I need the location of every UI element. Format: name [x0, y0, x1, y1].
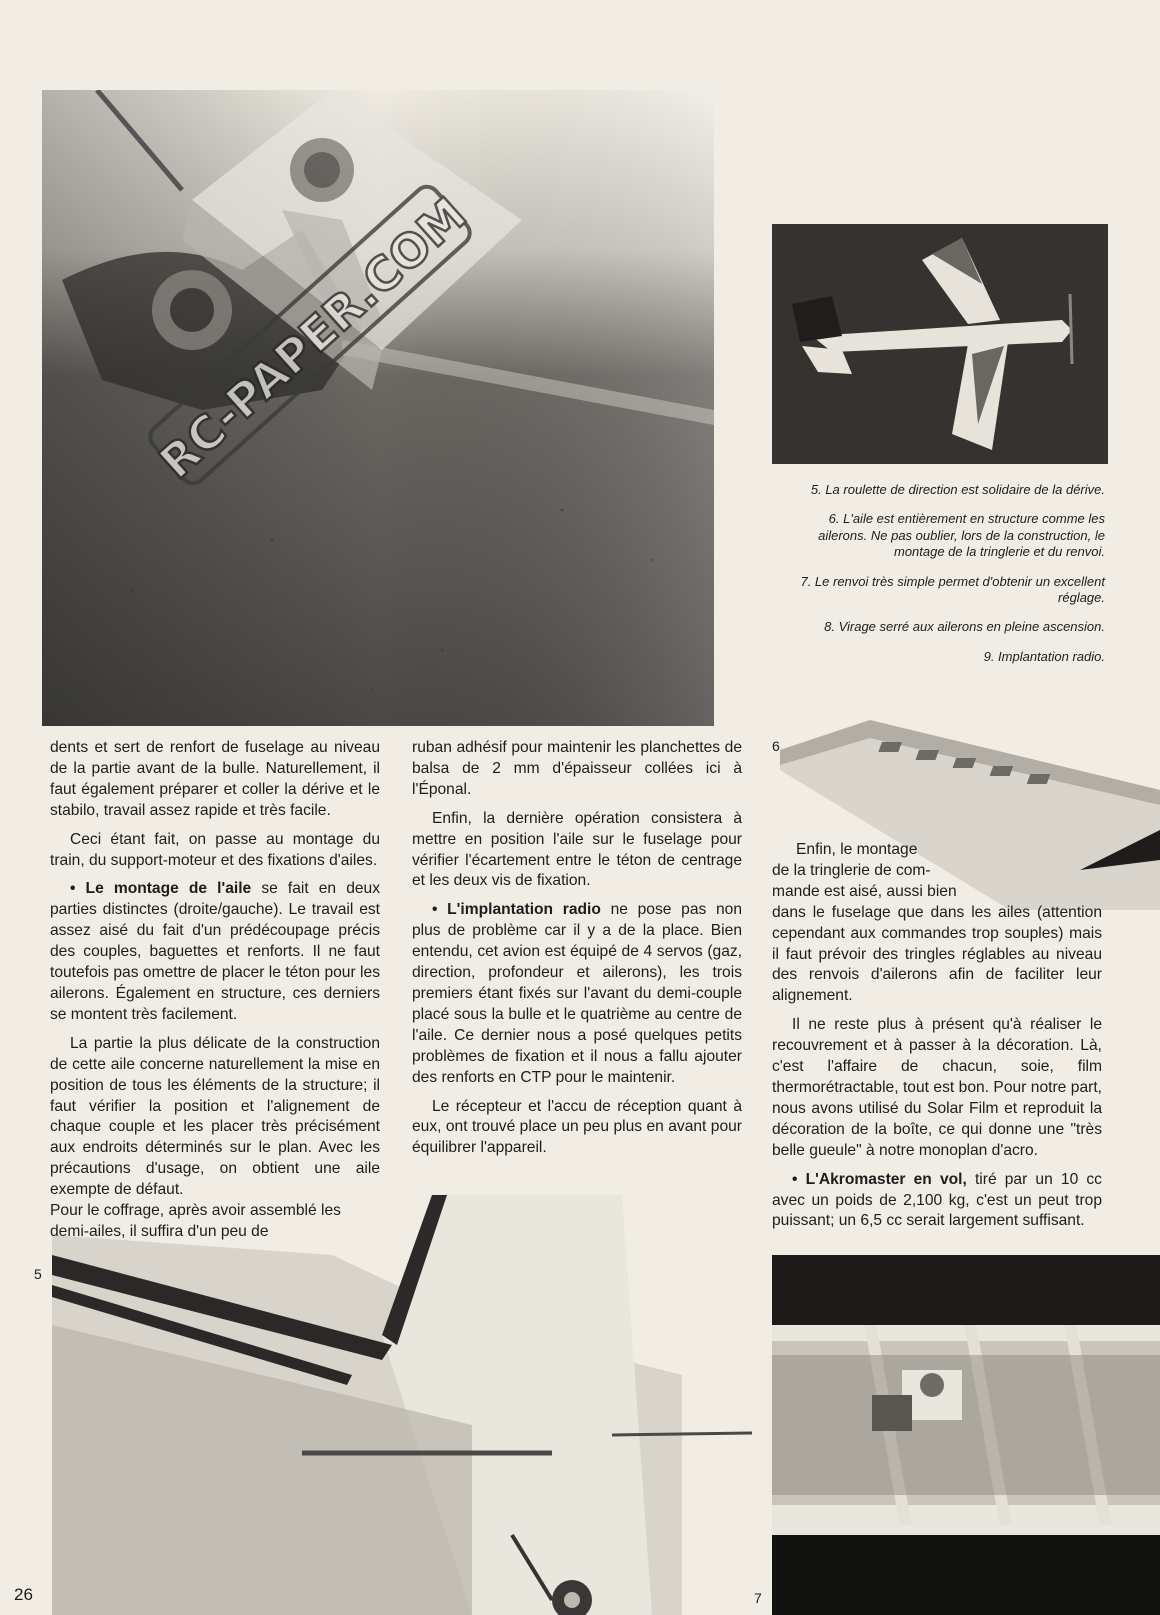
figure-captions	[780, 482, 1105, 678]
col3-paragraph-3	[772, 1170, 1102, 1233]
col3-paragraph-1	[772, 840, 1102, 1007]
col3-line-c: mande est aisé, aussi bien	[772, 882, 957, 900]
col3-line-b: de la tringlerie de com-	[772, 861, 931, 879]
photo-tail-rudder-image	[52, 1195, 752, 1615]
section-heading-aile: • Le montage de l'aile	[70, 880, 252, 898]
page-number: 26	[14, 1585, 33, 1604]
photo-radio-installation	[772, 1255, 1160, 1615]
col1-paragraph-3	[50, 879, 380, 1025]
caption-9: 9. Implantation radio.	[983, 648, 1105, 664]
figure-number-6: 6	[772, 738, 780, 754]
caption-5: 5. La roulette de direction est solidaire de la dérive.	[810, 482, 1105, 497]
caption-7: 7. Le renvoi très simple permet d'obtenir un excellent réglage.	[800, 573, 1105, 606]
section-heading-vol: • L'Akromaster en vol,	[792, 1170, 967, 1188]
photo-tail-rudder	[52, 1195, 752, 1615]
col3-line-d: dans le fuselage que dans les ailes (attention cependant aux commandes trop souples) mais il faut prévoir des tringles réglables au niveau des renvois d'ailerons afin de faciliter leur alignement.	[772, 903, 1102, 1005]
col2-paragraph-1: ruban adhésif pour maintenir les planchettes de balsa de 2 mm d'épaisseur collées ici à l'Éponal.	[412, 739, 742, 798]
caption-8: 8. Virage serré aux ailerons en pleine ascension.	[824, 619, 1105, 635]
photo-radio-installation-image	[772, 1255, 1160, 1615]
col3-line-a: Enfin, le montage	[796, 841, 918, 858]
text-column-1	[50, 738, 380, 1251]
photo-plane-flight	[772, 224, 1108, 464]
col1-paragraph-4: La partie la plus délicate de la construction de cette aile concerne naturellement la mise en position de tous les éléments de la structure; il faut vérifier la position et l'alignement de chaque couple et les placer très précisément aux endroits déterminés sur le plan. Avec les précautions d'usage, on obtient une aile exempte de défaut.	[50, 1034, 380, 1199]
caption-6: 6. L'aile est entièrement en structure comme les ailerons. Ne pas oublier, lors de la construction, le montage de la tringlerie et du renvoi.	[818, 511, 1105, 560]
col1-paragraph-1: dents et sert de renfort de fuselage au niveau de la partie avant de la bulle. Naturellement, il faut également préparer et coller la dérive et le stabilo, travail assez rapide et très facile.	[50, 739, 380, 819]
col1-paragraph-2: Ceci étant fait, on passe au montage du train, du support-moteur et des fixations d'ailes.	[50, 830, 380, 869]
section-heading-radio: • L'implantation radio	[432, 901, 601, 919]
watermark-text: RC-PAPER.COM	[148, 186, 477, 490]
col2-paragraph-4: Le récepteur et l'accu de réception quant à eux, ont trouvé place un peu plus en avant pour équilibrer l'appareil.	[412, 1097, 742, 1157]
photo-plane-flight-image	[772, 224, 1108, 464]
figure-number-5: 5	[34, 1266, 42, 1282]
col2-paragraph-2: Enfin, la dernière opération consistera à mettre en position l'aile sur le fuselage pour vérifier l'écartement entre le téton de centrage et les deux vis de fixation.	[412, 809, 742, 890]
watermark-logo	[130, 170, 490, 500]
col1-paragraph-5: Pour le coffrage, après avoir assemblé les demi-ailes, il suffira d'un peu de	[50, 1202, 341, 1240]
col3-paragraph-3-body: tiré par un 10 cc avec un poids de 2,100 kg, c'est un peut trop puissant; un 6,5 cc serait largement suffisant.	[772, 1170, 1102, 1230]
text-column-2	[412, 738, 742, 1167]
col2-paragraph-3	[412, 900, 742, 1088]
col3-paragraph-2: Il ne reste plus à présent qu'à réaliser le recouvrement et à passer à la décoration. Là, c'est l'affaire de chacun, soie, film thermorétractable, tout est bon. Pour notre part, nous avons utilisé du Solar Film et reproduit la décoration de la boîte, ce qui donne une "très belle gueule" à notre monoplan d'acro.	[772, 1016, 1102, 1159]
text-column-3	[772, 840, 1102, 1240]
figure-number-7: 7	[754, 1590, 762, 1606]
col1-paragraph-3-body: se fait en deux parties distinctes (droite/gauche). Le travail est assez aisé du fait d'un prédécoupage précis des couples, baguettes et renforts. Il ne faut toutefois pas omettre de placer le téton pour les ailerons. Également en structure, ces derniers se montent très facilement.	[50, 880, 381, 1023]
col2-paragraph-3-body: ne pose pas non plus de problème car il y a de la place. Bien entendu, cet avion est équipé de 4 servos (gaz, direction, profondeur et ailerons), les trois premiers étant fixés sur l'avant du demi-couple placé sous la bulle et le quatrième au centre de l'aile. Ce dernier nous a posé quelques petits problèmes de fixation et il nous a fallu ajouter des renforts en CTP pour le maintenir.	[412, 901, 742, 1086]
